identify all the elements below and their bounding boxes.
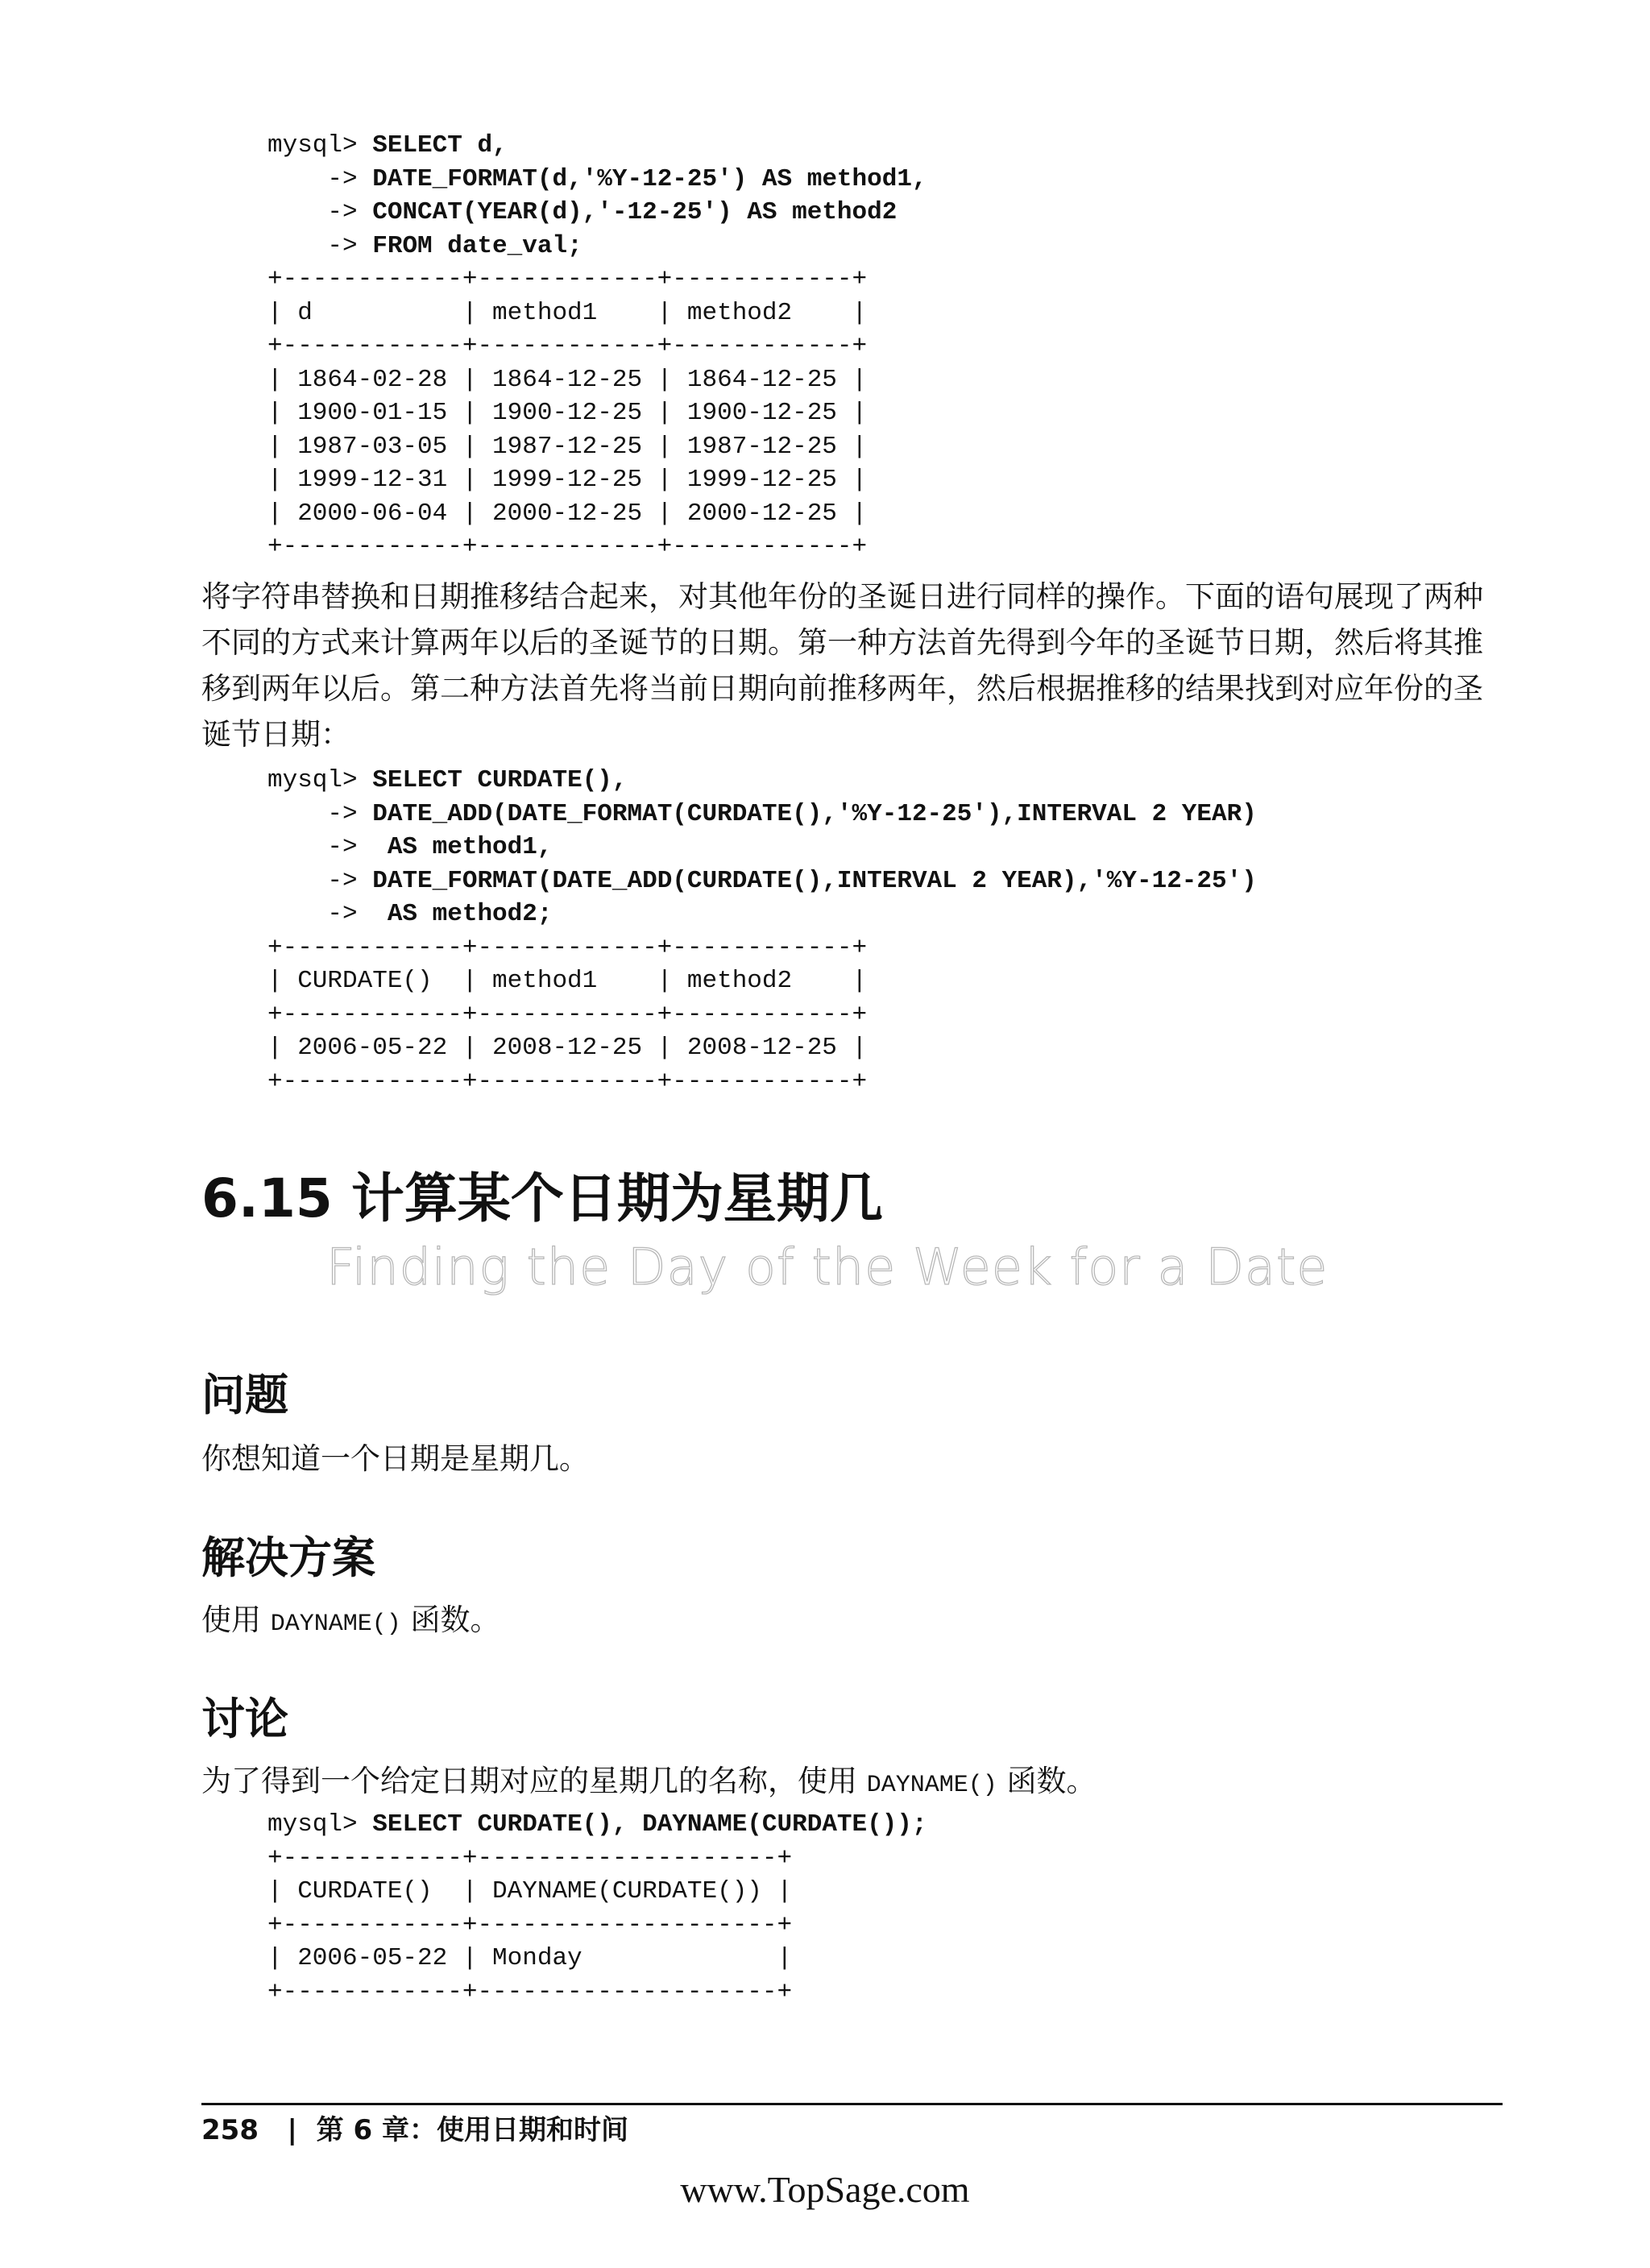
discussion-suffix: 函数。 [997, 1764, 1097, 1798]
sql-prompt: mysql> [267, 131, 373, 160]
footer-rule [201, 2103, 1503, 2105]
sql-line: AS method2; [387, 900, 553, 928]
chapter-title: 第 6 章：使用日期和时间 [316, 2114, 628, 2146]
sql-line: AS method1, [387, 833, 553, 861]
sql-continuation: -> [267, 231, 373, 260]
sql-line: SELECT CURDATE(), [372, 766, 628, 794]
discussion-text [201, 1758, 1490, 1809]
body-paragraph: 将字符串替换和日期推移结合起来，对其他年份的圣诞日进行同样的操作。下面的语句展现了两种不同的方式来计算两年以后的圣诞节的日期。第一种方法首先得到今年的圣诞节日期，然后将其推移到两年以后。第二种方法首先将当前日期向前推移两年，然后根据推移的结果找到对应年份的圣诞节日期： [201, 579, 1483, 752]
sql-continuation: -> [267, 164, 373, 193]
function-name: DAYNAME() [866, 1772, 997, 1799]
sql-continuation: -> [267, 198, 373, 226]
section-title: 6.15 计算某个日期为星期几 [201, 1167, 883, 1229]
sql-line: SELECT d, [372, 131, 508, 160]
section-subtitle: Finding the Day of the Week for a Date [326, 1238, 1329, 1296]
watermark-url: www.TopSage.com [680, 2169, 970, 2210]
result-table: +------------+--------------------+ | CURDATE() | DAYNAME(CURDATE()) | +------------+--------------------+ | 2006-05-22 | Monday | +------------+--------------------+ [267, 1843, 793, 2006]
solution-text [201, 1597, 1490, 1648]
sql-line: SELECT CURDATE(), DAYNAME(CURDATE()); [372, 1810, 927, 1839]
discussion-heading: 讨论 [201, 1694, 288, 1744]
solution-heading: 解决方案 [201, 1532, 375, 1583]
sql-prompt: mysql> [267, 766, 373, 794]
solution-suffix: 函数。 [400, 1603, 500, 1637]
page-number: 258 [201, 2114, 259, 2146]
sql-continuation: -> [267, 866, 373, 895]
sql-line: DATE_ADD(DATE_FORMAT(CURDATE(),'%Y-12-25'),INTERVAL 2 YEAR) [372, 799, 1257, 828]
sql-line: CONCAT(YEAR(d),'-12-25') AS method2 [372, 198, 898, 226]
discussion-prefix: 为了得到一个给定日期对应的星期几的名称，使用 [201, 1764, 867, 1798]
footer-separator: | [287, 2114, 297, 2146]
code-block-1 [267, 129, 927, 564]
result-table: +------------+------------+------------+ | d | method1 | method2 | +------------+------------+------------+ | 1864-02-28 | 1864-12-25 | 1864-12-25 | | 1900-01-15 | 1900-12-25 | 1900-12-25 | | 1987-03-05 | 1987-12-25 | 1987-12-25 | | 1999-12-31 | 1999-12-25 | 1999-12-25 | | 2000-06-04 | 2000-12-25 | 2000-12-25 | +------------+------------+------------+ [267, 265, 868, 561]
code-block-2 [267, 764, 1257, 1098]
sql-line: DATE_FORMAT(d,'%Y-12-25') AS method1, [372, 164, 927, 193]
sql-continuation: -> [267, 833, 388, 861]
problem-text: 你想知道一个日期是星期几。 [201, 1441, 589, 1476]
sql-line: FROM date_val; [372, 231, 582, 260]
sql-continuation: -> [267, 799, 373, 828]
sql-continuation: -> [267, 900, 388, 928]
problem-heading: 问题 [201, 1370, 288, 1420]
code-block-3 [267, 1808, 927, 2009]
solution-prefix: 使用 [201, 1603, 271, 1637]
sql-line: DATE_FORMAT(DATE_ADD(CURDATE(),INTERVAL 2 YEAR),'%Y-12-25') [372, 866, 1257, 895]
function-name: DAYNAME() [270, 1611, 401, 1638]
page-footer [201, 2113, 628, 2148]
result-table: +------------+------------+------------+ | CURDATE() | method1 | method2 | +------------+------------+------------+ | 2006-05-22 | 2008-12-25 | 2008-12-25 | +------------+------------+------------+ [267, 933, 868, 1096]
sql-prompt: mysql> [267, 1810, 373, 1839]
